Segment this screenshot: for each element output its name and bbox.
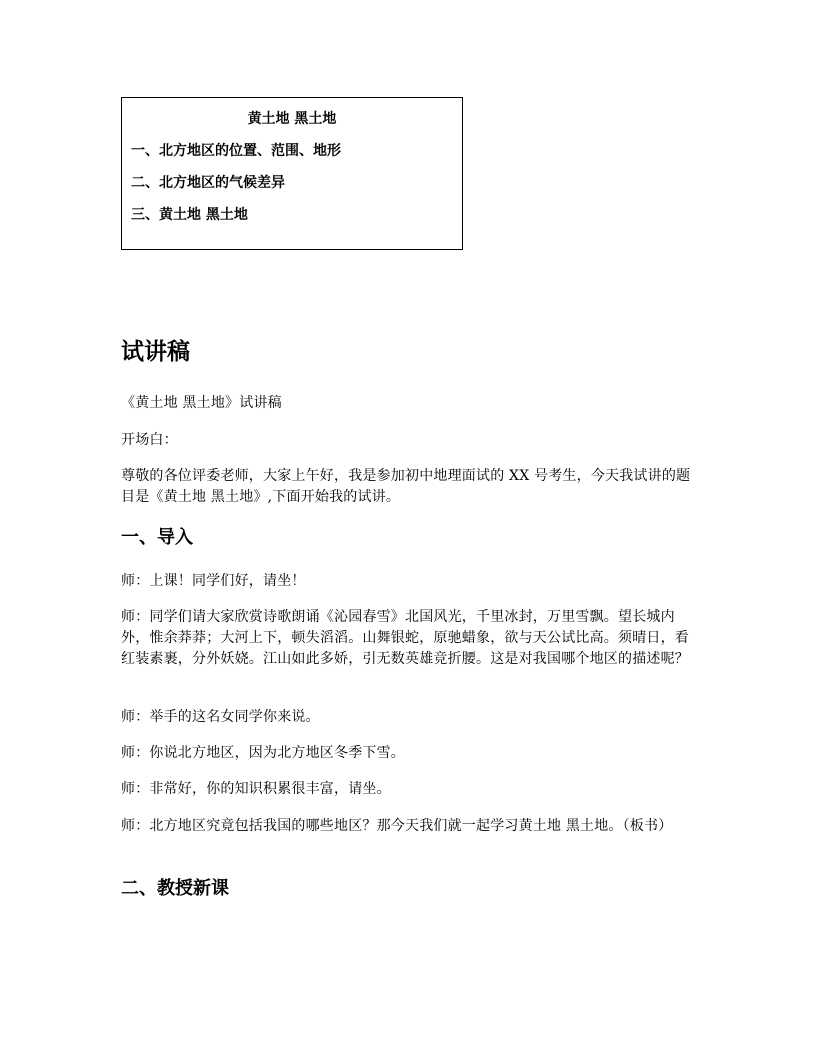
paragraph: 师：北方地区究竟包括我国的哪些地区？那今天我们就一起学习黄土地 黑土地。（板书） xyxy=(121,818,673,834)
opening-text: 尊敬的各位评委老师，大家上午好，我是参加初中地理面试的 XX 号考生，今天我试讲的题目是《黄土地 黑土地》,下面开始我的试讲。 xyxy=(121,468,691,505)
section-heading-new-lesson: 二、教授新课 xyxy=(121,878,229,899)
blackboard-outline xyxy=(121,97,463,250)
section-heading-intro: 一、导入 xyxy=(121,527,193,548)
opening-label: 开场白： xyxy=(121,432,178,448)
outline-item-3: 三、黄土地 黑土地 xyxy=(131,207,248,223)
paragraph: 师：你说北方地区，因为北方地区冬季下雪。 xyxy=(121,745,405,761)
outline-item-2: 二、北方地区的气候差异 xyxy=(131,175,285,191)
document-heading: 试讲稿 xyxy=(121,339,190,365)
paragraph: 师：非常好，你的知识积累很丰富，请坐。 xyxy=(121,781,391,797)
outline-item-1: 一、北方地区的位置、范围、地形 xyxy=(131,143,341,159)
paragraph: 师：举手的这名女同学你来说。 xyxy=(121,709,320,725)
outline-title: 黄土地 黑土地 xyxy=(247,111,337,127)
paragraph: 师：上课！同学们好，请坐！ xyxy=(121,573,306,589)
paragraph: 师：同学们请大家欣赏诗歌朗诵《沁园春雪》北国风光，千里冰封，万里雪飘。望长城内外，惟余莽莽；大河上下，顿失滔滔。山舞银蛇，原驰蜡象，欲与天公试比高。须晴日，看红装素裹，分外妖娆。江山如此多娇，引无数英雄竞折腰。这是对我国哪个地区的描述呢？ xyxy=(121,609,689,667)
lecture-subtitle: 《黄土地 黑土地》试讲稿 xyxy=(121,395,282,411)
